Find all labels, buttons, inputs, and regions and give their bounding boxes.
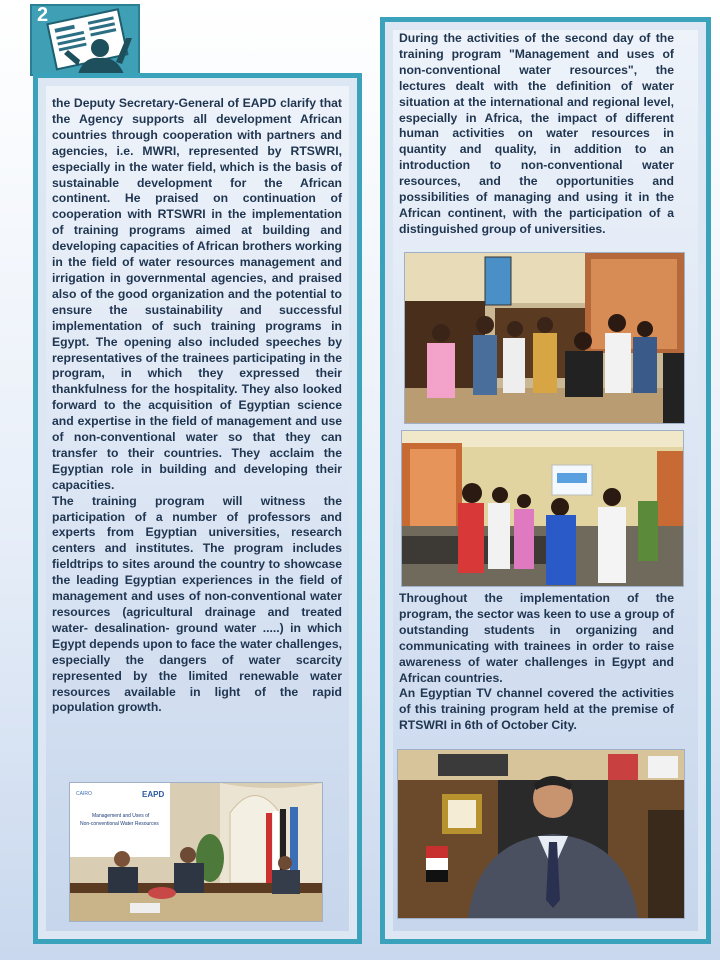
- left-article: [52, 96, 342, 716]
- right-article-intro: [399, 31, 674, 238]
- tv-interview-photo: [397, 749, 685, 919]
- opening-session-photo: [69, 782, 323, 922]
- newspaper-reader-icon: [34, 8, 140, 76]
- right-paragraph-3: An Egyptian TV channel covered the activities of this training program held at the premise of RTSWRI in 6th of October City.: [399, 686, 674, 733]
- right-paragraph-2: Throughout the implementation of the program, the sector was keen to use a group of outstanding students in organizing and communicating with trainees in order to raise awareness of water challenges in Egypt and African countries.: [399, 591, 674, 685]
- right-paragraph-1: During the activities of the second day of the training program "Management and uses of non-conventional water resources", the lectures dealt with the definition of water situation at the international and regional level, especially in Africa, the impact of different human activities on water resources in quantity and quality, in addition to an introduction to non-conventional water resources, and the opportunities and possibilities of managing and using it in the African continent, with the participation of a distinguished group of universities.: [399, 31, 674, 236]
- banner-line-2: Non-conventional Water Resources: [80, 821, 159, 827]
- trainees-group-photo: [404, 252, 685, 424]
- left-paragraph-2: The training program will witness the participation of a number of professors and experts from Egyptian universities, research centers and institutes. The program includes fieldtrips to sites around the country to showcase the leading Egyptian experiences in the field of management and uses of non-conventional water resources (agricultural drainage and treated water- desalination- ground water .....) in which Egypt depends upon to face the water challenges, especially the dangers of water scarcity represented by the limited renewable water resources available in light of the rapid population growth.: [52, 493, 342, 715]
- left-paragraph-1: the Deputy Secretary-General of EAPD clarify that the Agency supports all development African countries through cooperation with partners and agencies, i.e. MWRI, represented by RTSWRI, especially in the water field, which is the basis of sustainable development for the African continent. He praised on continuation of cooperation with RTSWRI in the implementation of training programs aimed at building and developing capacities of African brothers working in the field of water resources management and irrigation in governmental agencies, and praised also of the good organization and the potential to ensure the sustainability and successful implementation of such training programs in Egypt. The opening also included speeches by representatives of the trainees participating in the program, in which they expressed their thankfulness for the hospitality. They also looked forward to the acquisition of Egyptian science and expertise in the field of management and use of non-conventional water so that they can transfer to their countries. They acclaim the Egyptian role in building and developing their capacities.: [52, 96, 342, 492]
- banner-logo: EAPD: [142, 790, 165, 799]
- classroom-photo: [401, 430, 684, 587]
- page-badge: [30, 4, 140, 76]
- svg-text:CAIRO: CAIRO: [76, 791, 92, 797]
- banner-line-1: Management and Uses of: [92, 813, 150, 819]
- right-article-outro: [399, 591, 674, 734]
- page-number: 2: [37, 4, 49, 26]
